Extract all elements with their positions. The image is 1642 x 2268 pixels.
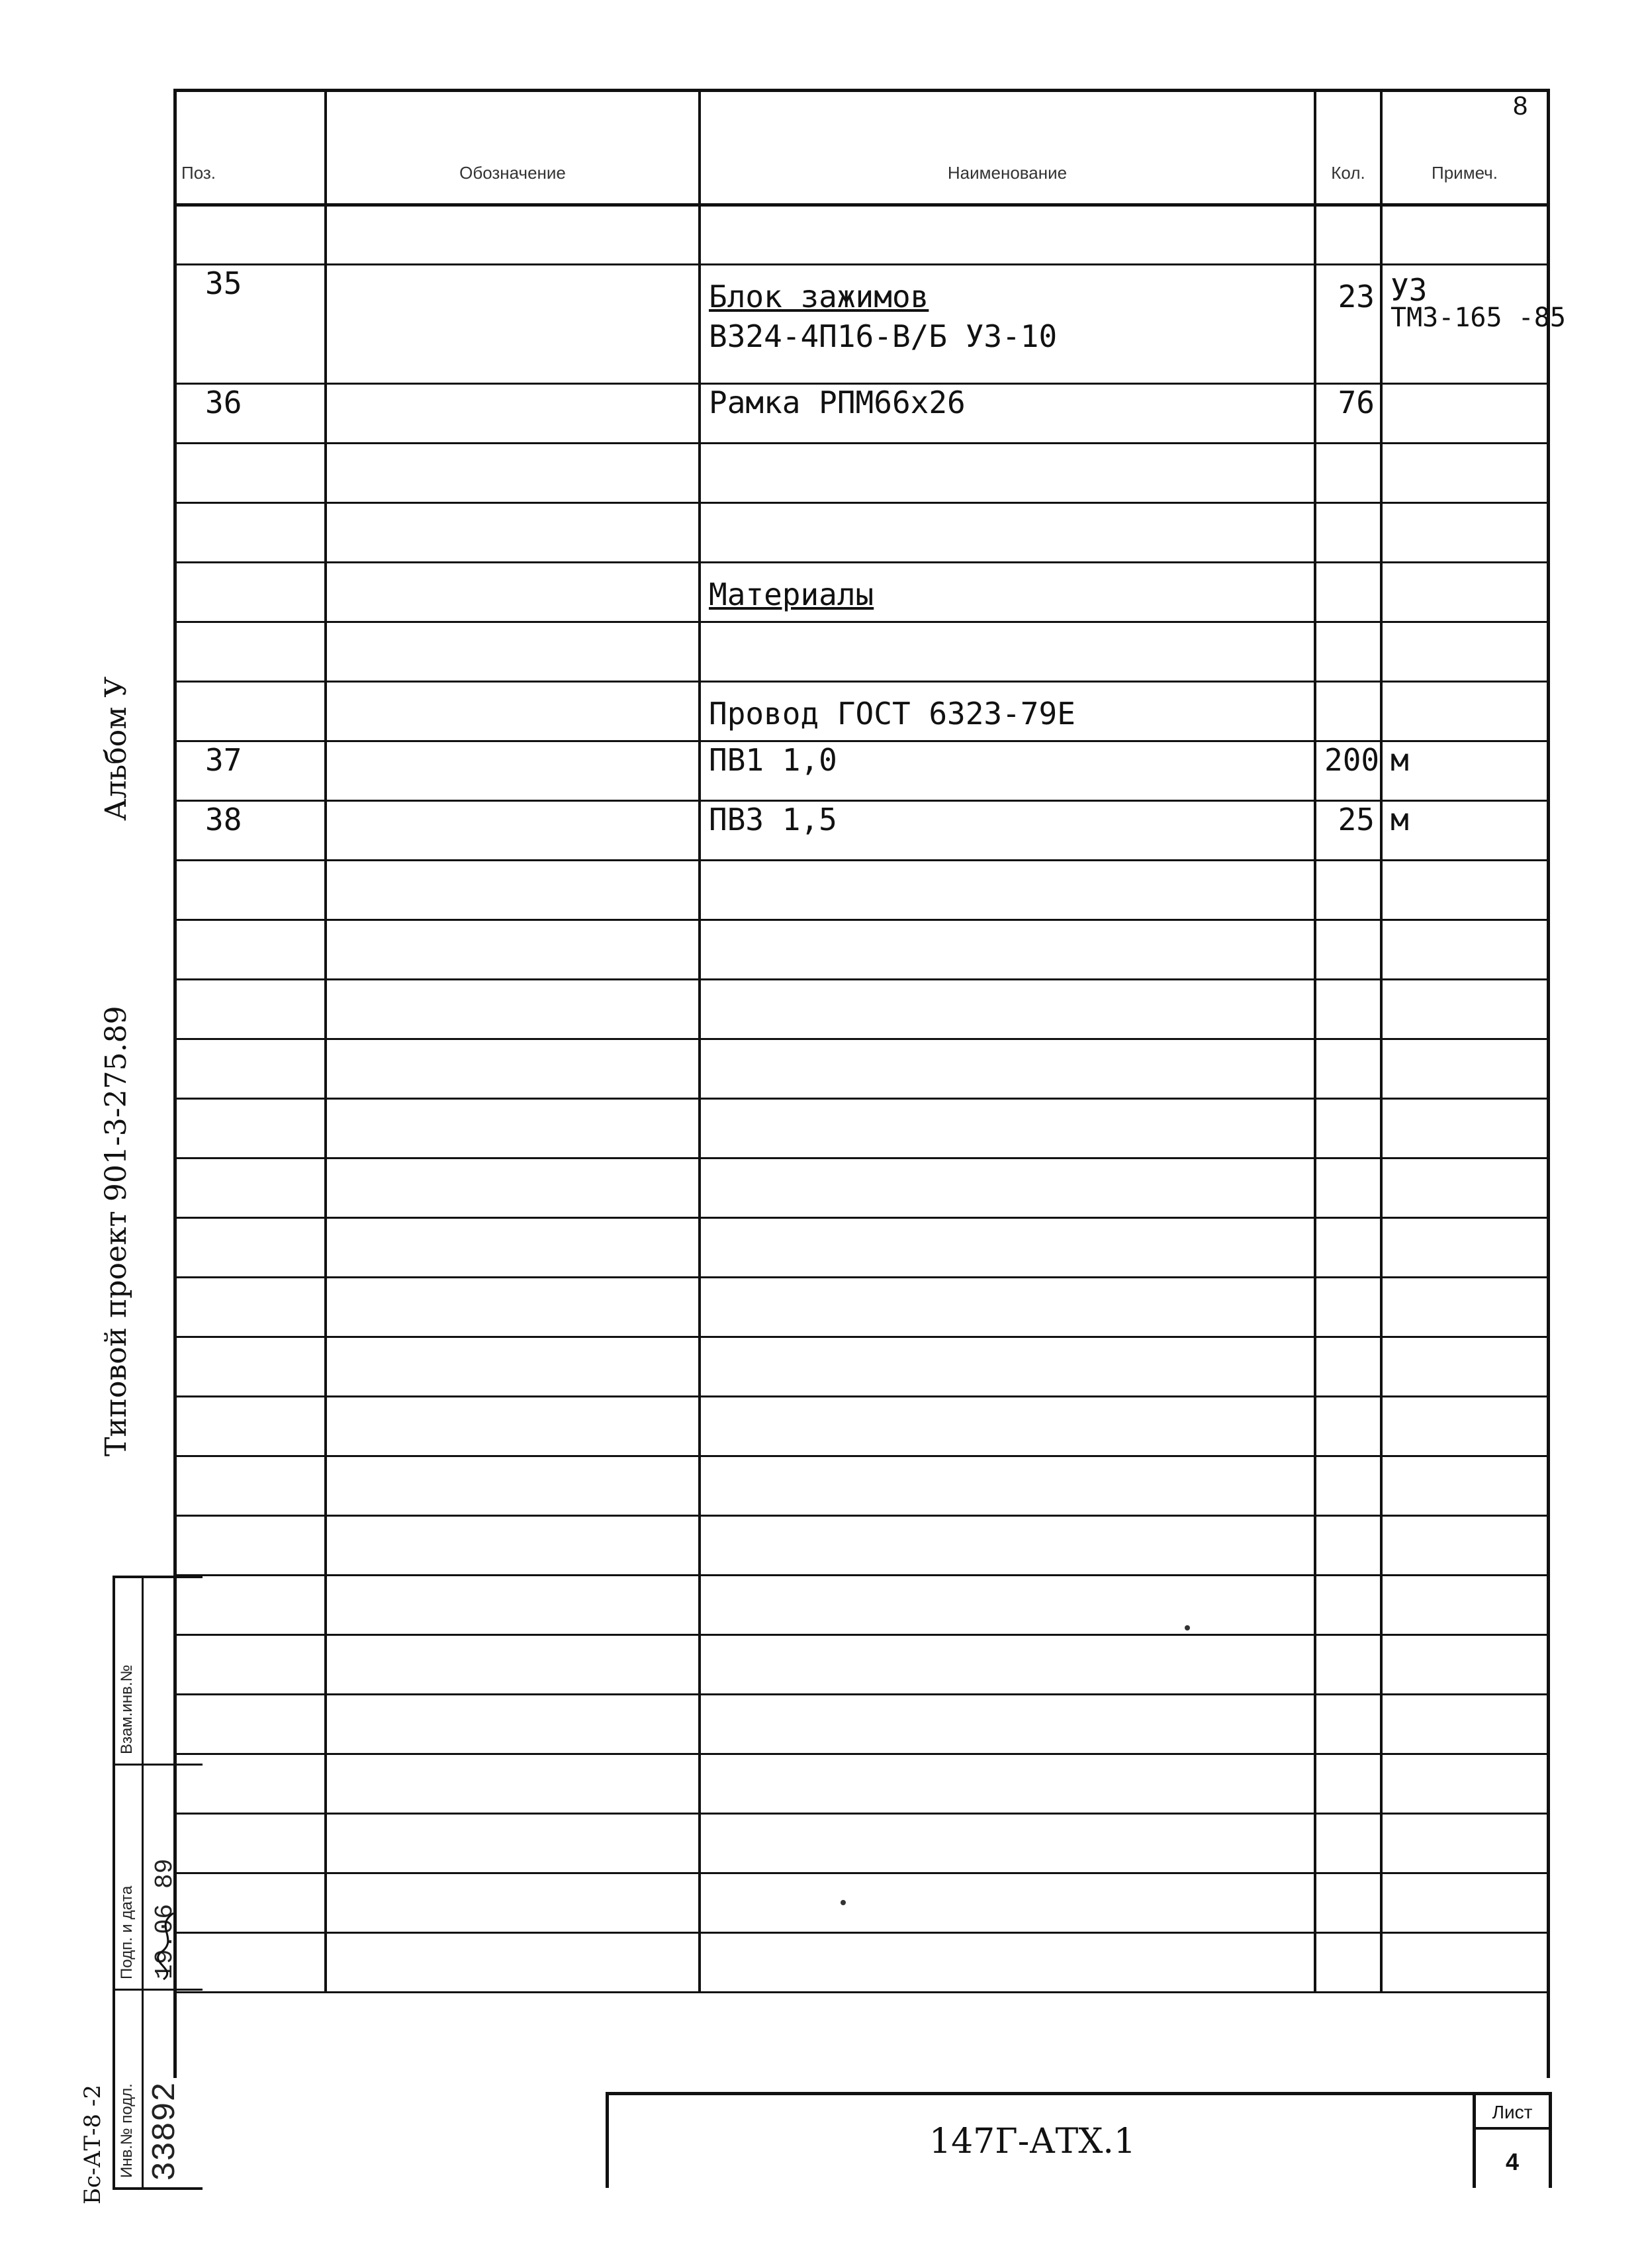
table-row: 37 ПВ1 1,0 200 м — [173, 741, 1547, 800]
col-header-note: Примеч. — [1381, 89, 1547, 205]
empty-row — [173, 1217, 1547, 1277]
empty-row — [173, 979, 1547, 1039]
empty-row — [173, 1932, 1547, 1992]
empty-row — [173, 1277, 1547, 1337]
row-qty: 23 — [1315, 264, 1381, 383]
row-note: У3 ТМ3-165 -85 — [1381, 264, 1547, 383]
specification-table — [173, 89, 1566, 1993]
table-header — [173, 89, 1547, 205]
table-row — [173, 562, 1547, 622]
empty-row — [173, 1456, 1547, 1515]
stamp-sign-date: 19.06 89 — [151, 1858, 179, 1979]
album-label: Альбом У — [99, 676, 133, 821]
project-label: Типовой проект 901-3-275.89 — [99, 1006, 133, 1456]
empty-row — [173, 1575, 1547, 1634]
empty-row — [173, 1337, 1547, 1396]
scan-speck — [841, 1900, 846, 1905]
table-row — [173, 502, 1547, 562]
sheet-box — [1473, 2095, 1549, 2188]
table-row — [173, 205, 1547, 264]
empty-row — [173, 1634, 1547, 1694]
section-heading: Материалы — [700, 562, 1315, 622]
sheet-number: 8 — [1513, 91, 1528, 120]
table-row: 38 ПВ3 1,5 25 м — [173, 800, 1547, 860]
empty-row — [173, 1873, 1547, 1932]
empty-row — [173, 860, 1547, 920]
empty-row — [173, 1039, 1547, 1098]
empty-row — [173, 1158, 1547, 1217]
table-row: Провод ГОСТ 6323-79Е — [173, 681, 1547, 741]
empty-row — [173, 1515, 1547, 1575]
doc-code: Бс-АТ-8 -2 — [79, 2085, 106, 2204]
table-row: 36 Рамка РПМ66х26 76 — [173, 383, 1547, 443]
col-header-name: Наименование — [700, 89, 1315, 205]
sheet-value: 4 — [1505, 2148, 1520, 2175]
empty-row — [173, 1098, 1547, 1158]
row-pos: 35 — [173, 264, 326, 383]
col-header-designation: Обозначение — [326, 89, 700, 205]
document-code: 147Г-АТХ.1 — [929, 2122, 1136, 2161]
table-row — [173, 443, 1547, 502]
table-row — [173, 264, 1547, 383]
col-header-pos: Поз. — [173, 89, 326, 205]
sheet-label: Лист — [1476, 2102, 1549, 2130]
empty-row — [173, 1754, 1547, 1813]
empty-row — [173, 1694, 1547, 1754]
table-row — [173, 622, 1547, 681]
scan-speck — [1185, 1625, 1190, 1630]
empty-row — [173, 920, 1547, 979]
empty-row — [173, 1396, 1547, 1456]
stamp-replace-label: Взам.инв.№ — [118, 1664, 136, 1754]
row-name: Блок зажимов В324-4П16-В/Б У3-10 — [700, 264, 1315, 383]
stamp-inv-label: Инв.№ подл. — [118, 2083, 136, 2178]
col-header-qty: Кол. — [1315, 89, 1381, 205]
title-block — [606, 2092, 1552, 2188]
stamp-inv-number: 33892 — [147, 2081, 185, 2181]
signature-mark — [147, 1907, 187, 1986]
stamp-sign-label: Подп. и дата — [118, 1885, 136, 1979]
empty-row — [173, 1813, 1547, 1873]
